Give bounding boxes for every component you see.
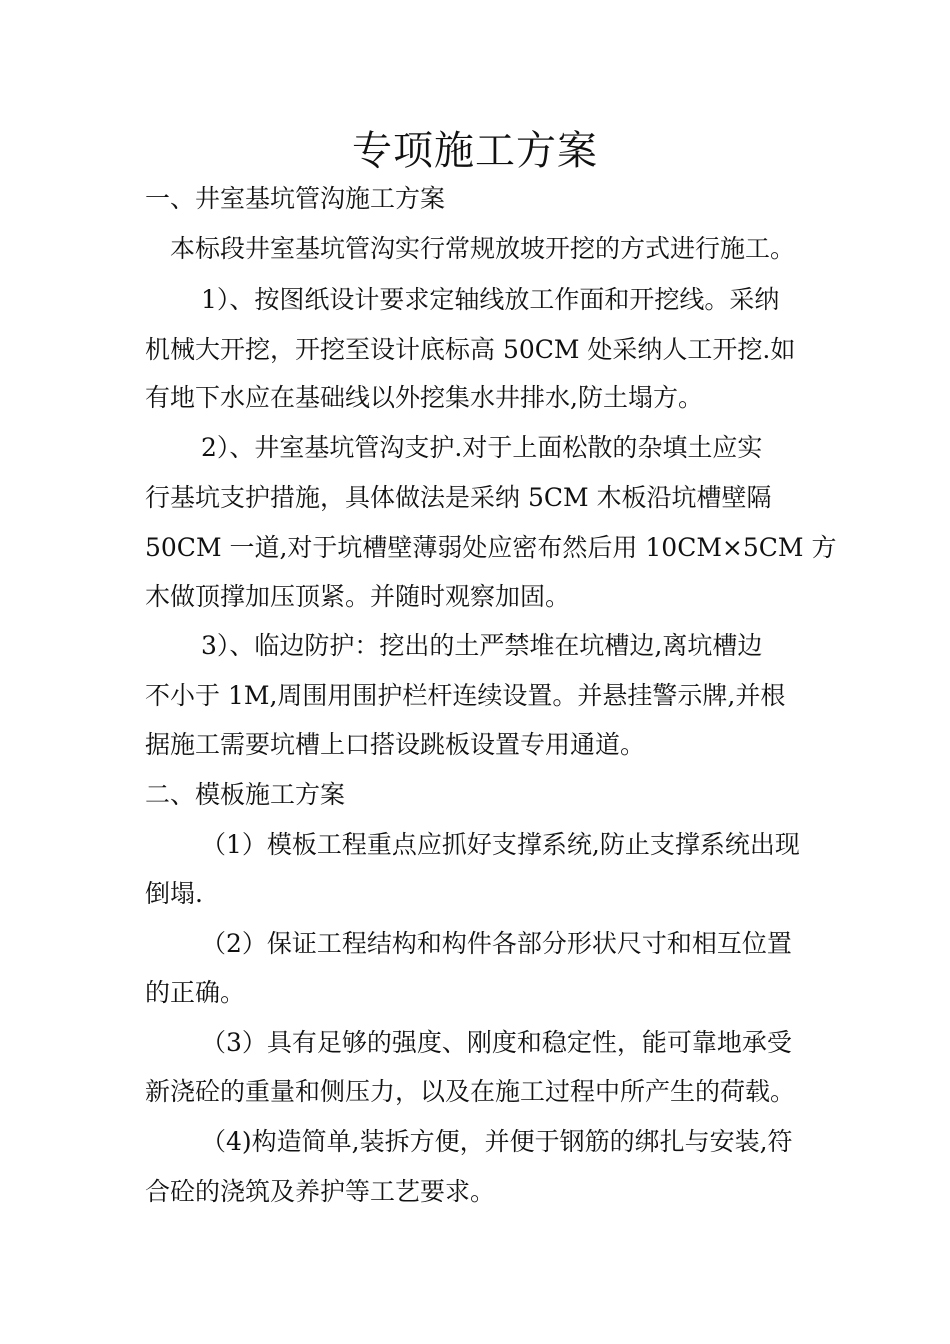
section2-item2-line1: （2）保证工程结构和构件各部分形状尺寸和相互位置 bbox=[201, 929, 792, 958]
section1-item2-line1: 2）、井室基坑管沟支护.对于上面松散的杂填土应实 bbox=[201, 433, 763, 462]
section2-item4-line2: 合砼的浇筑及养护等工艺要求。 bbox=[145, 1177, 496, 1206]
section1-item1-line1: 1）、按图纸设计要求定轴线放工作面和开挖线。采纳 bbox=[201, 285, 780, 314]
section1-item1-line2: 机械大开挖，开挖至设计底标高 50CM 处采纳人工开挖.如 bbox=[145, 335, 796, 364]
section2-item1-line2: 倒塌. bbox=[145, 879, 203, 908]
section1-item2-line3: 50CM 一道,对于坑槽壁薄弱处应密布然后用 10CM×5CM 方 bbox=[145, 533, 837, 562]
section2-item2-line2: 的正确。 bbox=[145, 978, 246, 1007]
section2-item4-line1: （4)构造简单,装拆方便，并便于钢筋的绑扎与安装,符 bbox=[201, 1127, 793, 1156]
section2-item3-line2: 新浇砼的重量和侧压力，以及在施工过程中所产生的荷载。 bbox=[145, 1077, 796, 1106]
section1-item2-line4: 木做顶撑加压顶紧。并随时观察加固。 bbox=[145, 582, 571, 611]
section-heading-1: 一、井室基坑管沟施工方案 bbox=[145, 184, 446, 213]
section2-item3-line1: （3）具有足够的强度、刚度和稳定性，能可靠地承受 bbox=[201, 1028, 792, 1057]
section1-item2-line2: 行基坑支护措施，具体做法是采纳 5CM 木板沿坑槽壁隔 bbox=[145, 483, 772, 512]
section1-item3-line1: 3）、临边防护：挖出的土严禁堆在坑槽边,离坑槽边 bbox=[201, 631, 763, 660]
section1-item3-line3: 据施工需要坑槽上口搭设跳板设置专用通道。 bbox=[145, 730, 646, 759]
document-title: 专项施工方案 bbox=[352, 128, 598, 174]
section1-item3-line2: 不小于 1M,周围用围护栏杆连续设置。并悬挂警示牌,并根 bbox=[145, 681, 786, 710]
section-heading-2: 二、模板施工方案 bbox=[145, 780, 346, 809]
section2-item1-line1: （1）模板工程重点应抓好支撑系统,防止支撑系统出现 bbox=[201, 830, 800, 859]
section1-intro: 本标段井室基坑管沟实行常规放坡开挖的方式进行施工。 bbox=[170, 234, 796, 263]
section1-item1-line3: 有地下水应在基础线以外挖集水井排水,防土塌方。 bbox=[145, 383, 703, 412]
